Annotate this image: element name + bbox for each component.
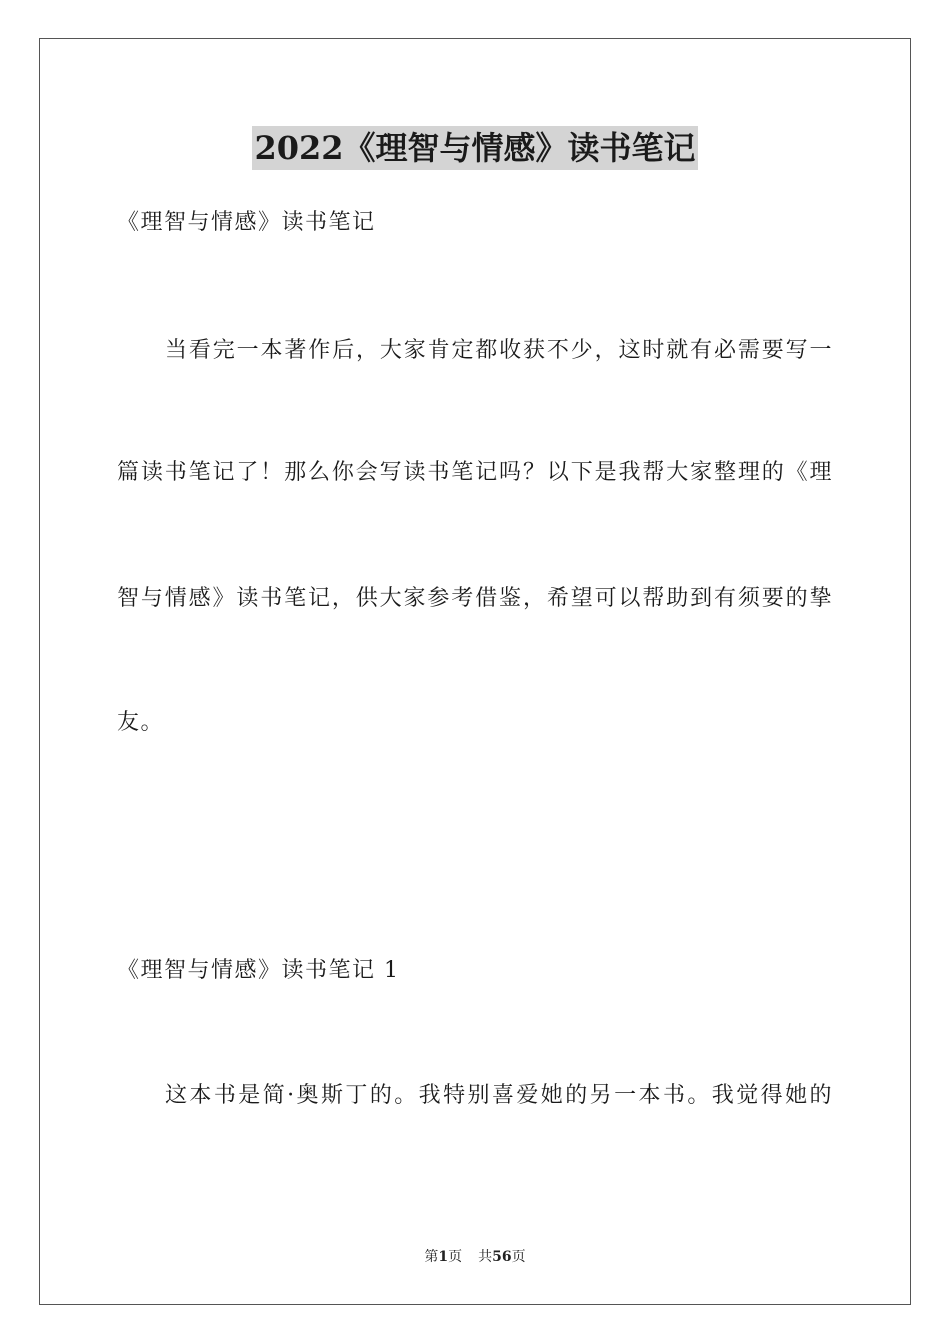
footer-page-prefix: 第	[424, 1249, 439, 1265]
intro-line-2: 篇读书笔记了！那么你会写读书笔记吗？以下是我帮大家整理的《理	[117, 460, 833, 485]
footer-total-pages: 56	[492, 1249, 512, 1265]
intro-line-4: 友。	[117, 710, 165, 735]
intro-line-3: 智与情感》读书笔记，供大家参考借鉴，希望可以帮助到有须要的挚	[117, 586, 833, 611]
footer-total-prefix: 共	[478, 1249, 493, 1265]
section-line-1: 这本书是简·奥斯丁的。我特别喜爱她的另一本书。我觉得她的	[165, 1083, 833, 1108]
title-container	[0, 126, 950, 170]
section-heading: 《理智与情感》读书笔记 1	[117, 958, 400, 983]
footer-total-unit: 页	[511, 1249, 526, 1265]
document-subtitle: 《理智与情感》读书笔记	[117, 210, 376, 235]
page-footer	[0, 1247, 950, 1267]
document-title: 2022《理智与情感》读书笔记	[252, 126, 697, 170]
intro-line-1: 当看完一本著作后，大家肯定都收获不少，这时就有必需要写一	[165, 338, 833, 363]
footer-page-number: 1	[438, 1249, 449, 1265]
footer-page-unit: 页	[448, 1249, 463, 1265]
